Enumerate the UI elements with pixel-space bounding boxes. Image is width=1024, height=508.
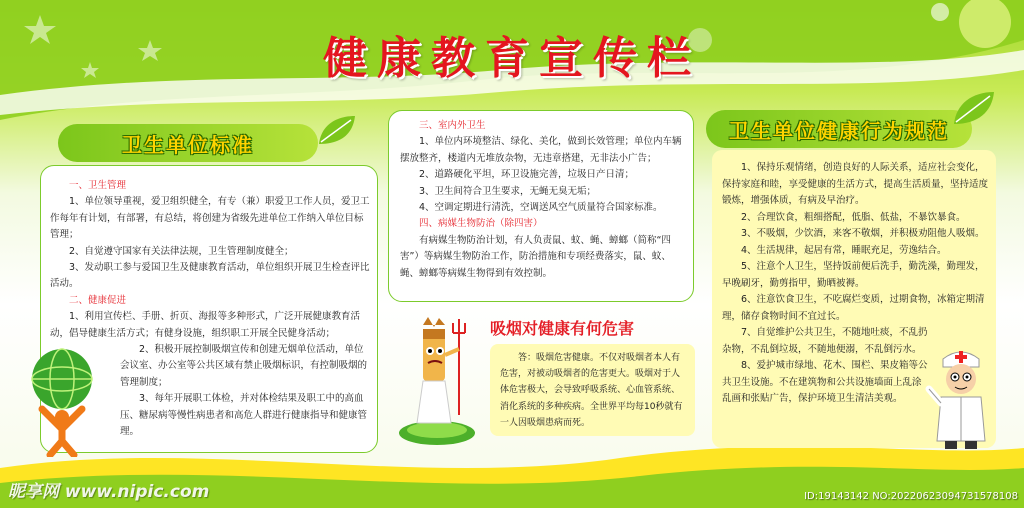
s4-p1: 有病媒生物防治计划，有人负责鼠、蚊、蝇、蟑螂（简称“四害”）等病媒生物防治工作，防治措施和专项经费落实，鼠、蚊、蝇、蟑螂等病媒生物得到有效控制。 — [400, 234, 671, 279]
watermark-text: 昵享网 www.nipic.com — [8, 482, 210, 502]
smoking-hazard-title: 吸烟对健康有何危害 — [490, 319, 635, 338]
right-header-ribbon — [706, 110, 972, 148]
s2-p2: 2、积极开展控制吸烟宣传和创建无烟单位活动，单位会议室、办公室等公共区域有禁止吸烟标识，有控制吸烟的管理制度； — [120, 344, 368, 388]
rule-item: 1、保持乐观情绪，创造良好的人际关系，适应社会变化，保持家庭和睦，享受健康的生活方式，提高生活质量，坚持适度锻炼，增强体质，有病及早治疗。 — [722, 162, 989, 206]
s2-p3: 3、每年开展职工体检，并对体检结果及职工中的高血压、糖尿病等慢性病患者和高危人群进行健康指导和健康管理。 — [120, 393, 368, 438]
section4-title: 四、病媒生物防治（除四害） — [419, 218, 543, 230]
s3-p2: 2、道路硬化平坦，环卫设施完善，垃圾日产日清； — [419, 169, 635, 181]
section3-title: 三、室内外卫生 — [419, 120, 486, 131]
rule-item: 6、注意饮食卫生，不吃腐烂变质，过期食物，冰箱定期清理，储存食物时间不宜过长。 — [722, 294, 985, 322]
s3-p4: 4、空调定期进行清洗，空调送风空气质量符合国家标准。 — [419, 202, 663, 214]
s3-p1: 1、单位内环境整洁、绿化、美化，做到长效管理；单位内车辆摆放整齐，楼道内无堆放杂物，无违章搭建，无非法小广告； — [400, 136, 682, 164]
rule-item: 4、生活规律，起居有常，睡眠充足，劳逸结合。 — [741, 244, 947, 256]
left-header-text: 卫生单位标准 — [122, 132, 254, 157]
cigarette-character-icon — [395, 315, 485, 450]
main-title: 健康教育宣传栏 — [323, 33, 701, 84]
left-header-ribbon — [58, 124, 318, 162]
leaf-icon — [948, 88, 998, 128]
globe-person-icon — [22, 345, 102, 457]
right-header-text: 卫生单位健康行为规范 — [729, 118, 949, 143]
s1-p3: 3、发动职工参与爱国卫生及健康教育活动，单位组织开展卫生检查评比活动。 — [50, 262, 370, 290]
image-id-text: ID:19143142 NO:20220623094731578108 — [804, 491, 1018, 502]
s1-p1: 1、单位领导重视，爱卫组织健全，有专（兼）职爱卫工作人员，爱卫工作每年有计划，有部署，有总结，将创建为省级先进单位工作纳入单位目标管理； — [50, 196, 370, 241]
s1-p2: 2、自觉遵守国家有关法律法规，卫生管理制度健全； — [69, 245, 294, 257]
rule-item: 8、爱护城市绿地、花木、围栏、果皮箱等公共卫生设施。不在建筑物和公共设施墙面上乱涂乱画和张贴广告，保护环境卫生清洁美观。 — [722, 360, 928, 404]
section1-title: 一、卫生管理 — [69, 180, 127, 191]
smoking-answer-text: 答：吸烟危害健康。不仅对吸烟者本人有危害，对被动吸烟者的危害更大。吸烟对于人体危害极大，会导致呼吸系统、心血管系统、消化系统的多种疾病。全世界平均每10秒就有一人因吸烟患病而死。 — [500, 353, 683, 428]
rule-item: 3、不吸烟，少饮酒，来客不敬烟，并积极劝阻他人吸烟。 — [741, 228, 985, 239]
rule-item: 2、合理饮食，粗细搭配，低脂、低盐，不暴饮暴食。 — [741, 211, 966, 223]
s2-p1: 1、利用宣传栏、手册、折页、海报等多种形式，广泛开展健康教育活动，倡导健康生活方式；有健身设施，组织职工开展全民健身活动； — [50, 311, 361, 339]
s3-p3: 3、卫生间符合卫生要求，无蝇无臭无垢； — [419, 185, 597, 197]
doctor-character-icon — [925, 345, 997, 450]
leaf-icon — [315, 112, 359, 148]
section2-title: 二、健康促进 — [69, 294, 127, 306]
middle-panel-text — [400, 118, 684, 282]
rule-item: 7、自觉维护公共卫生，不随地吐痰，不乱扔杂物，不乱倒垃圾，不随地便溺，不乱倒污水。 — [722, 327, 928, 355]
smoking-answer-box — [490, 344, 695, 436]
rule-item: 5、注意个人卫生，坚持饭前便后洗手，勤洗澡，勤理发，早晚刷牙，勤剪指甲，勤晒被褥。 — [722, 261, 985, 289]
